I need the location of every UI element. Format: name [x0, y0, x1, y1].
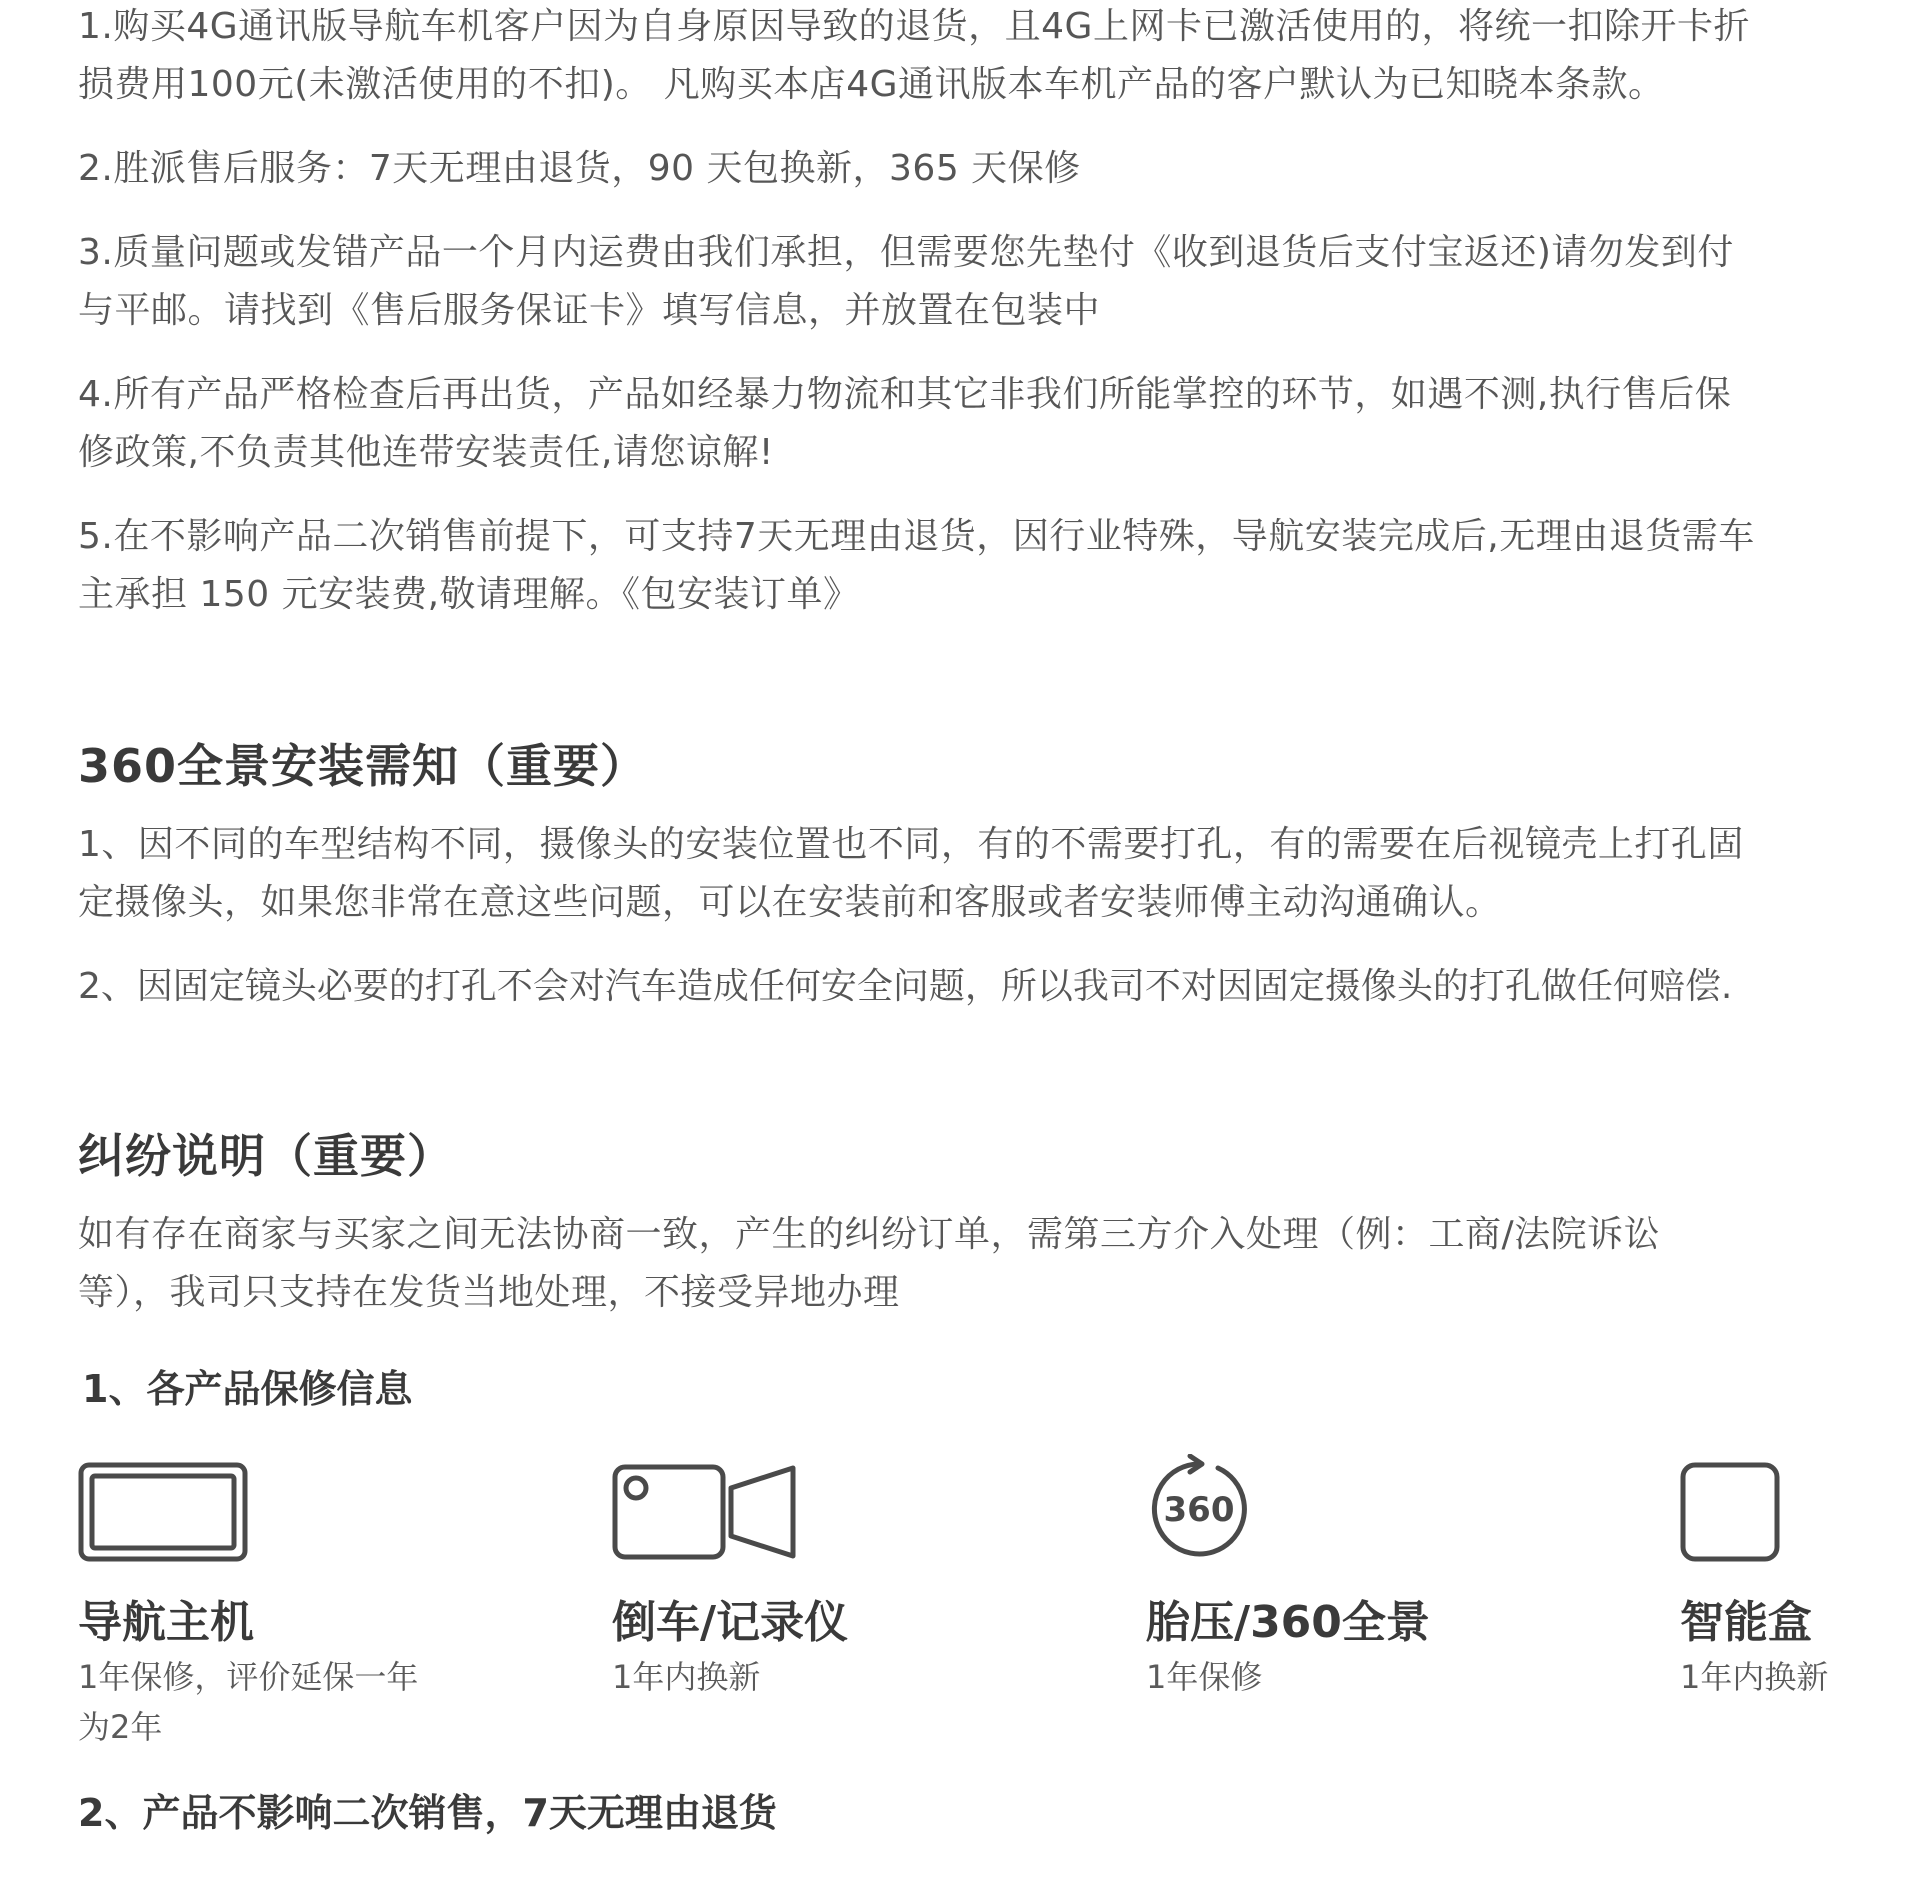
- tablet-icon: [78, 1462, 248, 1562]
- policy-p3-line1: 3.质量问题或发错产品一个月内运费由我们承担，但需要您先垫付《收到退货后支付宝返还)请勿发到付: [78, 232, 1734, 273]
- dispute-p1-line1: 如有存在商家与买家之间无法协商一致，产生的纠纷订单，需第三方介入处理（例：工商/法院诉讼: [78, 1214, 1661, 1255]
- policy-p5-line1: 5.在不影响产品二次销售前提下，可支持7天无理由退货，因行业特殊，导航安装完成后,无理由退货需车: [78, 516, 1755, 557]
- install360-p2-line1: 2、因固定镜头必要的打孔不会对汽车造成任何安全问题，所以我司不对因固定摄像头的打孔做任何赔偿.: [78, 966, 1733, 1007]
- product-desc: [78, 1652, 438, 1752]
- product-name: 导航主机: [78, 1597, 254, 1648]
- product-warranty-list: [78, 1462, 1888, 1746]
- product-desc-line: 1年保修: [1146, 1658, 1263, 1696]
- warranty-title: 1、各产品保修信息: [82, 1367, 413, 1411]
- return-policy-title: 2、产品不影响二次销售，7天无理由退货: [78, 1791, 777, 1835]
- policy-p1-line1: 1.购买4G通讯版导航车机客户因为自身原因导致的退货，且4G上网卡已激活使用的，将统一扣除开卡折: [78, 6, 1750, 47]
- camera-icon: [612, 1462, 802, 1562]
- product-desc-line: 1年内换新: [612, 1658, 761, 1696]
- svg-text:360: 360: [1163, 1490, 1235, 1530]
- install360-p1-line2: 定摄像头，如果您非常在意这些问题，可以在安装前和客服或者安装师傅主动沟通确认。: [78, 882, 1502, 923]
- product-item-nav-host: [78, 1462, 498, 1746]
- 360-rotate-icon: [1146, 1454, 1256, 1562]
- product-name: 智能盒: [1680, 1597, 1812, 1648]
- install360-title: 360全景安装需知（重要）: [78, 739, 648, 793]
- dispute-title: 纠纷说明（重要）: [78, 1129, 454, 1183]
- policy-p2-line1: 2.胜派售后服务：7天无理由退货，90 天包换新，365 天保修: [78, 148, 1081, 189]
- product-name: 倒车/记录仪: [612, 1597, 849, 1648]
- install360-p1-line1: 1、因不同的车型结构不同，摄像头的安装位置也不同，有的不需要打孔，有的需要在后视镜壳上打孔固: [78, 824, 1744, 865]
- product-desc: [1680, 1652, 1920, 1702]
- product-name: 胎压/360全景: [1146, 1597, 1430, 1648]
- box-icon: [1680, 1462, 1780, 1562]
- product-desc: [1146, 1652, 1506, 1702]
- product-desc-line: 1年内换新: [1680, 1658, 1829, 1696]
- policy-p5-line2: 主承担 150 元安装费,敬请理解。《包安装订单》: [78, 574, 860, 615]
- product-item-smart-box: [1680, 1462, 1920, 1696]
- dispute-p1-line2: 等），我司只支持在发货当地处理，不接受异地办理: [78, 1272, 900, 1313]
- policy-p4-line2: 修政策,不负责其他连带安装责任,请您谅解!: [78, 432, 774, 473]
- product-desc-line: 为2年: [78, 1708, 163, 1746]
- product-item-tpms-360: [1146, 1462, 1566, 1696]
- product-item-reverse-recorder: [612, 1462, 1032, 1696]
- policy-p3-line2: 与平邮。请找到《售后服务保证卡》填写信息，并放置在包装中: [78, 290, 1101, 331]
- policy-p1-line2: 损费用100元(未激活使用的不扣)。 凡购买本店4G通讯版本车机产品的客户默认为已知晓本条款。: [78, 64, 1665, 105]
- policy-p4-line1: 4.所有产品严格检查后再出货，产品如经暴力物流和其它非我们所能掌控的环节，如遇不测,执行售后保: [78, 374, 1732, 415]
- product-desc: [612, 1652, 972, 1702]
- product-desc-line: 1年保修，评价延保一年: [78, 1658, 419, 1696]
